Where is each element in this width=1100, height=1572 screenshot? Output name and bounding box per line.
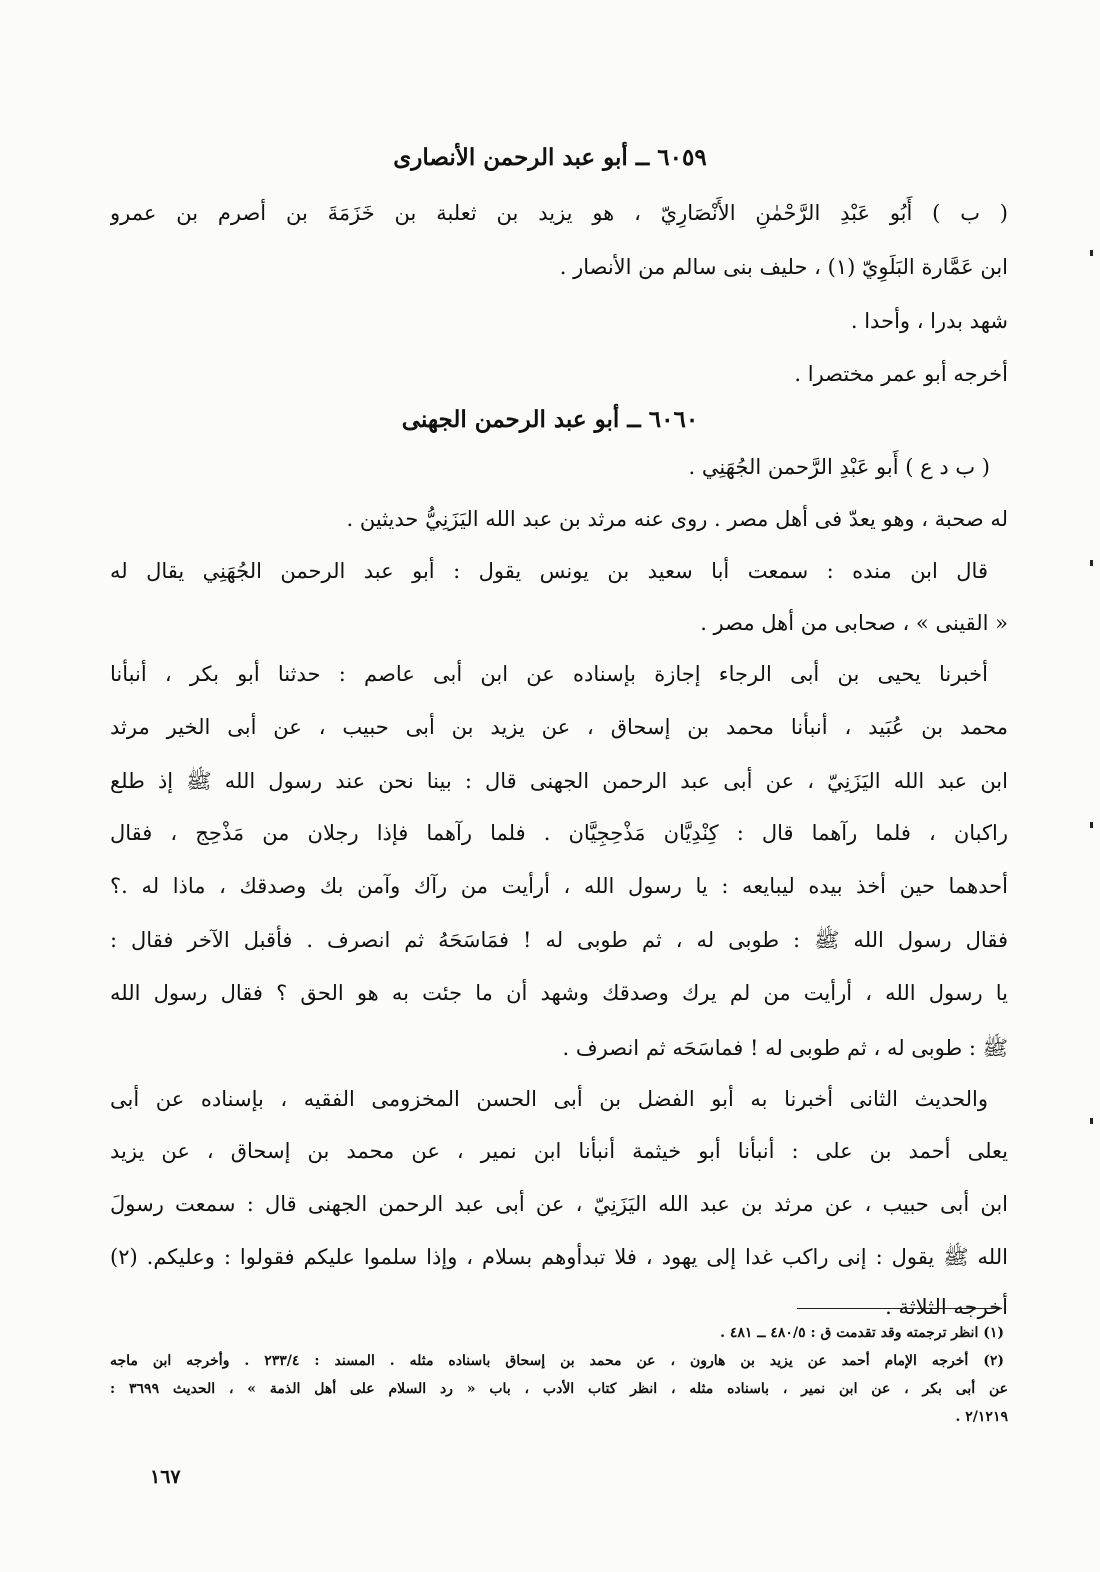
text-line: ابن عبد الله اليَزَنِيّ ، عن أبى عبد الرحمن الجهنى قال : بينا نحن عند رسول الله ﷺ إذ طلع bbox=[110, 769, 1008, 793]
text-line: ابن أبى حبيب ، عن مرثد بن عبد الله اليَزَنِيّ ، عن أبى عبد الرحمن الجهنى قال : سمعت رسولَ bbox=[110, 1192, 1008, 1216]
text-line: ابن عَمَّارة البَلَوِيّ (١) ، حليف بنى سالم من الأنصار . bbox=[559, 255, 1008, 279]
text-line: يا رسول الله ، أرأيت من لم يرك وصدقك وشهد أن ما جئت به هو الحق ؟ فقال رسول الله bbox=[110, 981, 1008, 1005]
text-line: له صحبة ، وهو يعدّ فى أهل مصر . روى عنه مرثد بن عبد الله اليَزَنِيُّ حديثين . bbox=[346, 507, 1008, 531]
text-line: « القينى » ، صحابى من أهل مصر . bbox=[700, 611, 1008, 635]
footnote: عن أبى بكر ، عن ابن نمير ، باسناده مثله ، انظر كتاب الأدب ، باب « رد السلام على أهل الذمة » ، الحديث ٣٦٩٩ : bbox=[110, 1381, 1008, 1397]
entry-heading-6059: ٦٠٥٩ ــ أبو عبد الرحمن الأنصارى bbox=[393, 144, 707, 171]
footnote-divider bbox=[797, 1308, 1002, 1309]
margin-speck bbox=[1090, 250, 1093, 256]
page-number: ١٦٧ bbox=[150, 1466, 181, 1488]
footnote: ٢/١٢١٩ . bbox=[955, 1409, 1008, 1425]
text-line: أخبرنا يحيى بن أبى الرجاء إجازة بإسناده عن ابن أبى عاصم : حدثنا أبو بكر ، أنبأنا bbox=[110, 662, 988, 686]
margin-speck bbox=[1090, 1118, 1093, 1124]
text-line: محمد بن عُبَيد ، أنبأنا محمد بن إسحاق ، عن يزيد بن أبى حبيب ، عن أبى الخير مرثد bbox=[110, 715, 1008, 739]
text-line: الله ﷺ يقول : إنى راكب غدا إلى يهود ، فلا تبدأوهم بسلام ، وإذا سلموا عليكم فقولوا : وعليكم. (٢) bbox=[110, 1245, 1008, 1269]
margin-speck bbox=[1090, 560, 1093, 566]
text-line: قال ابن منده : سمعت أبا سعيد بن يونس يقول : أبو عبد الرحمن الجُهَنِي يقال له bbox=[110, 559, 988, 583]
text-line: أخرجه أبو عمر مختصرا . bbox=[794, 362, 1008, 386]
text-line: راكبان ، فلما رآهما قال : كِنْدِيَّان مَذْحِجِيَّان . فلما رآهما فإذا رجلان من مَذْحِج ، فقال bbox=[110, 821, 1008, 845]
footnote: (٢) أخرجه الإمام أحمد عن يزيد بن هارون ، عن محمد بن إسحاق باسناده مثله . المسند : ٢٣٣/٤ . وأخرجه ابن ماجه bbox=[110, 1353, 1004, 1369]
text-line: يعلى أحمد بن على : أنبأنا أبو خيثمة أنبأنا ابن نمير ، عن محمد بن إسحاق ، عن يزيد bbox=[110, 1139, 1008, 1163]
text-line: أحدهما حين أخذ بيده ليبايعه : يا رسول الله ، أرأيت من رآك وآمن بك وصدقك ، ماذا له .؟ bbox=[110, 874, 1008, 898]
footnote: (١) انظر ترجمته وقد تقدمت ق : ٤٨٠/٥ ــ ٤٨١ . bbox=[720, 1325, 1004, 1341]
text-line: ( ب ) أَبُو عَبْدِ الرَّحْمٰنِ الأَنْصَارِيّ ، هو يزيد بن ثعلبة بن خَزَمَةَ بن أصرم بن عمرو bbox=[110, 201, 1008, 225]
text-line: أخرجه الثلاثة . bbox=[885, 1295, 1008, 1319]
text-line: والحديث الثانى أخبرنا به أبو الفضل بن أبى الحسن المخزومى الفقيه ، بإسناده عن أبى bbox=[110, 1087, 988, 1111]
text-line: ﷺ : طوبى له ، ثم طوبى له ! فماسَحَه ثم انصرف . bbox=[562, 1036, 1008, 1060]
text-line: ( ب د ع ) أَبو عَبْدِ الرَّحمن الجُهَنِي . bbox=[688, 455, 990, 479]
entry-heading-6060: ٦٠٦٠ ــ أبو عبد الرحمن الجهنى bbox=[401, 406, 699, 433]
text-line: شهد بدرا ، وأحدا . bbox=[850, 309, 1008, 333]
text-line: فقال رسول الله ﷺ : طوبى له ، ثم طوبى له ! فمَاسَحَهُ ثم انصرف . فأقبل الآخر فقال : bbox=[110, 928, 1008, 952]
margin-speck bbox=[1090, 822, 1093, 828]
